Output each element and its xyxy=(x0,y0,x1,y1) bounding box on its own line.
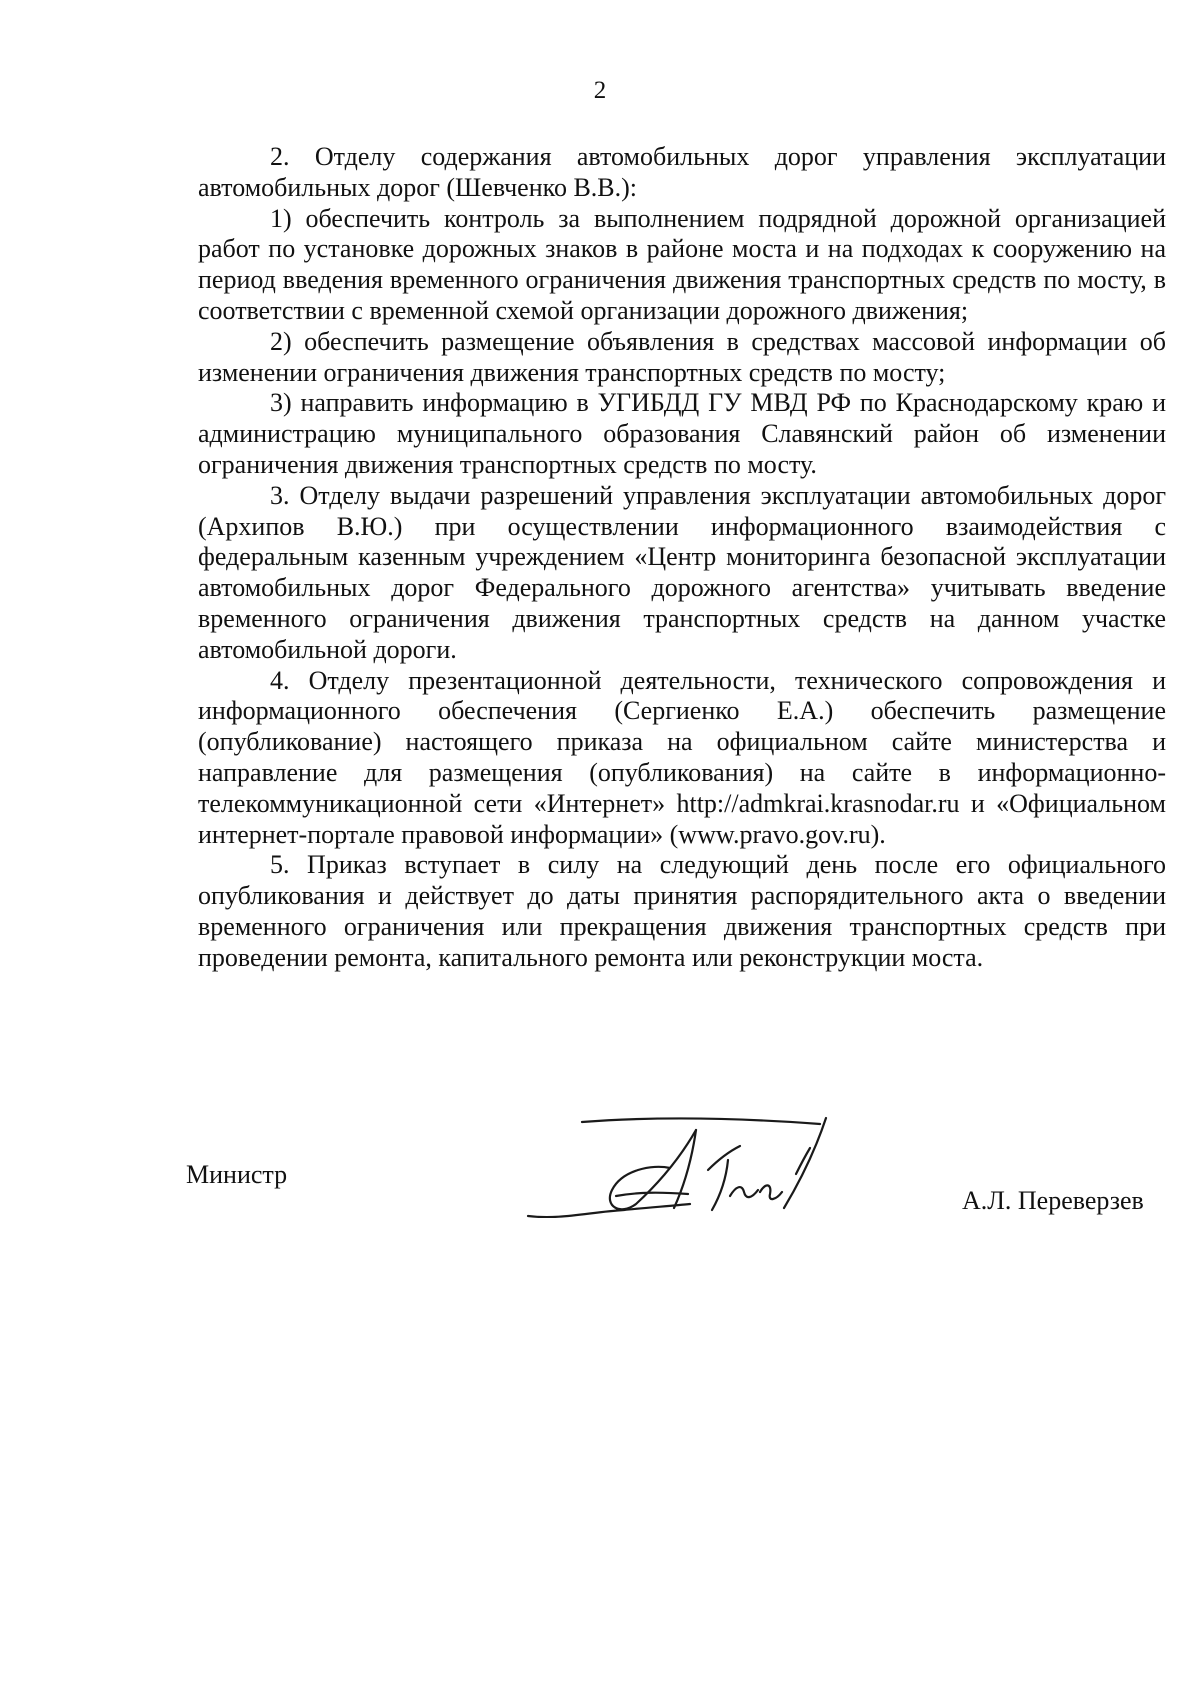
paragraph-2: 2. Отделу содержания автомобильных дорог управления эксплуатации автомобильных дорог (Шевченко В.В.): xyxy=(198,142,1166,202)
paragraph-2-2: 2) обеспечить размещение объявления в средствах массовой информации об изменении ограничения движения транспортных средств по мосту; xyxy=(198,326,1166,387)
paragraph-4: 4. Отделу презентационной деятельности, технического сопровождения и информационного обеспечения (Сергиенко Е.А.) обеспечить размещение (опубликование) настоящего приказа на официальном сайте министерства и направление для размещения (опубликования) на сайте в информационно-телекоммуникационной сети «Интернет» http://admkrai.krasnodar.ru и «Официальном интернет-портале правовой информации» (www.pravo.gov.ru). xyxy=(198,665,1166,849)
paragraph-2-1: 1) обеспечить контроль за выполнением подрядной дорожной организацией работ по установке дорожных знаков в районе моста и на подходах к сооружению на период введения временного ограничения движения транспортных средств по мосту, в соответствии с временной схемой организации дорожного движения; xyxy=(198,203,1166,325)
paragraph-3: 3. Отделу выдачи разрешений управления эксплуатации автомобильных дорог (Архипов В.Ю.) при осуществлении информационного взаимодействия с федеральным казенным учреждением «Центр мониторинга безопасной эксплуатации автомобильных дорог Федерального дорожного агентства» учитывать введение временного ограничения движения транспортных средств на данном участке автомобильной дороги. xyxy=(198,480,1166,664)
document-body xyxy=(198,142,1166,974)
signatory-name: А.Л. Переверзев xyxy=(962,1186,1144,1215)
page-number: 2 xyxy=(593,77,607,104)
paragraph-5: 5. Приказ вступает в силу на следующий день после его официального опубликования и действует до даты принятия распорядительного акта о введении временного ограничения или прекращения движения транспортных средств при проведении ремонта, капитального ремонта или реконструкции моста. xyxy=(198,850,1166,972)
signature-block xyxy=(0,1120,1200,1240)
signatory-title: Министр xyxy=(186,1160,288,1189)
paragraph-2-3: 3) направить информацию в УГИБДД ГУ МВД РФ по Краснодарскому краю и администрацию муниципального образования Славянский район об изменении ограничения движения транспортных средств по мосту. xyxy=(198,388,1166,479)
handwritten-signature xyxy=(520,1108,870,1218)
